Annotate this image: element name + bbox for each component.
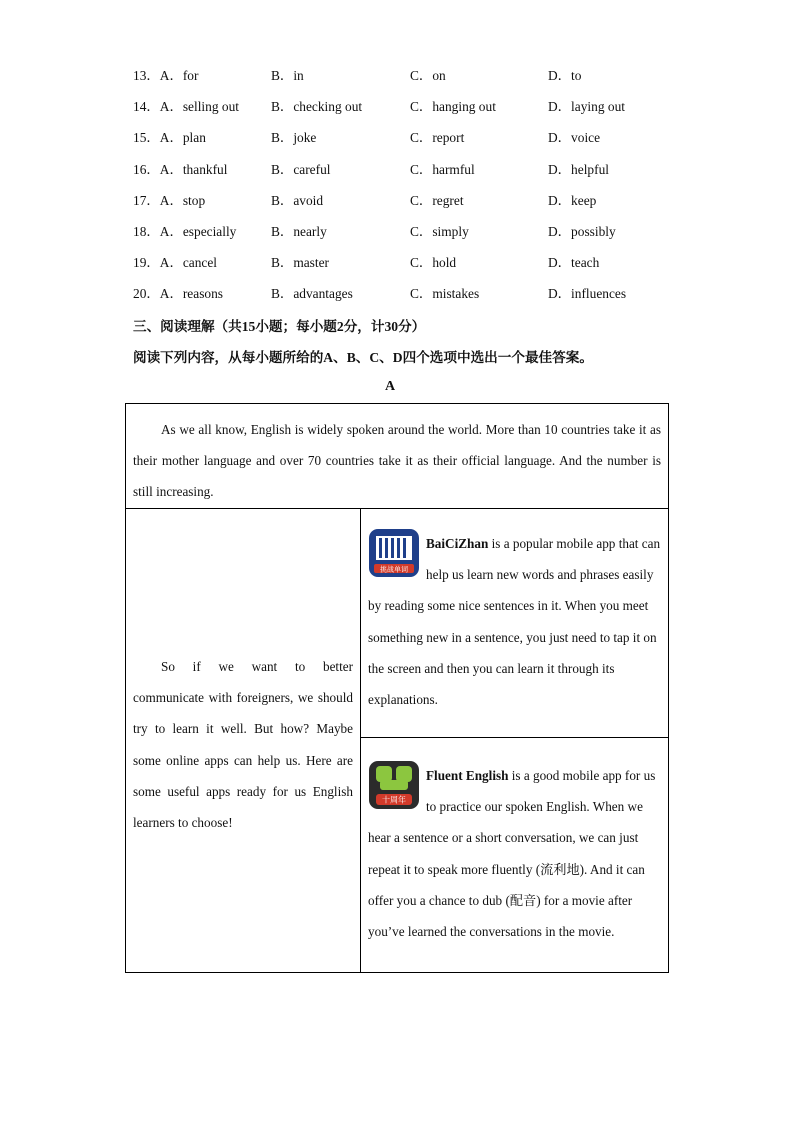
app-cell-fluent-english <box>361 738 668 972</box>
baicizhan-app-icon <box>368 528 420 578</box>
question-row <box>133 66 673 97</box>
option-b: B．joke <box>271 130 317 146</box>
app-cell-baicizhan <box>361 509 668 738</box>
option-d: D．to <box>548 68 582 83</box>
fluent-english-app-icon <box>368 760 420 810</box>
option-b: B．master <box>271 255 330 271</box>
option-b: B．avoid <box>271 192 324 208</box>
option-a: 14．A．selling out <box>133 99 240 115</box>
app-text: is a popular mobile app that can help us learn new words and phrases easily by reading some nice sentences in it. When you meet something new in a sentence, you just need to tap it on the screen and then you can learn it through its explanations. <box>368 536 661 708</box>
option-b: B．careful <box>271 161 331 177</box>
app-description <box>368 760 662 947</box>
left-cell <box>126 509 361 972</box>
option-a: 17．A．stop <box>133 192 206 208</box>
baicizhan-icon-label: 挑战单词 <box>380 565 408 574</box>
option-c: C．hanging out <box>410 99 496 115</box>
option-b: B．advantages <box>271 286 353 302</box>
intro-cell <box>126 404 668 509</box>
question-row <box>133 160 673 191</box>
instruction-text: 阅读下列内容，从每小题所给的A、B、C、D四个选项中选出一个最佳答案。 <box>133 350 593 365</box>
question-row <box>133 253 673 284</box>
option-d: D．helpful <box>548 161 609 177</box>
option-d: D．voice <box>548 130 601 146</box>
option-a: 16．A．thankful <box>133 161 228 177</box>
option-c: C．simply <box>410 223 469 239</box>
app-name: BaiCiZhan <box>426 536 489 551</box>
option-a: 13．A．for <box>133 68 199 83</box>
option-a: 18．A．especially <box>133 223 237 239</box>
question-row <box>133 191 673 222</box>
option-d: D．possibly <box>548 223 616 239</box>
options-list <box>133 66 673 316</box>
question-row <box>133 128 673 159</box>
option-c: C．report <box>410 130 465 146</box>
option-a: 19．A．cancel <box>133 255 218 271</box>
option-b: B．in <box>271 68 304 83</box>
app-name: Fluent English <box>426 768 509 783</box>
option-c: C．regret <box>410 192 464 208</box>
option-d: D．influences <box>548 286 627 302</box>
option-c: C．hold <box>410 255 457 271</box>
app-text: is a good mobile app for us to practice our spoken English. When we hear a sentence or a short conversation, we can just repeat it to speak more fluently (流利地). And it can offer you a chance to dub (配音) for a movie after you’ve learned the conversations in the movie. <box>368 768 656 940</box>
intro-paragraph: As we all know, English is widely spoken around the world. More than 10 countries take it as their mother language and over 70 countries take it as their official language. And the number is still increasing. <box>133 422 661 500</box>
app-description <box>368 528 662 715</box>
option-a: 15．A．plan <box>133 130 206 146</box>
option-a: 20．A．reasons <box>133 286 224 302</box>
left-paragraph: So if we want to better communicate with foreigners, we should try to learn it well. But how? Maybe some online apps can help us. Here are some useful apps ready for us English learners to choose! <box>133 659 353 831</box>
option-d: D．keep <box>548 192 597 208</box>
option-c: C．mistakes <box>410 286 480 302</box>
option-b: B．checking out <box>271 99 363 115</box>
fluent-icon-label: 十周年 <box>382 795 406 805</box>
option-c: C．harmful <box>410 161 475 177</box>
passage-letter: A <box>385 379 396 394</box>
option-b: B．nearly <box>271 223 327 239</box>
option-c: C．on <box>410 68 446 83</box>
option-d: D．laying out <box>548 99 625 115</box>
section-title: 三、阅读理解（共15小题；每小题2分，计30分） <box>133 319 426 334</box>
option-d: D．teach <box>548 255 600 271</box>
question-row <box>133 284 673 315</box>
passage-table <box>125 403 669 973</box>
question-row <box>133 97 673 128</box>
question-row <box>133 222 673 253</box>
